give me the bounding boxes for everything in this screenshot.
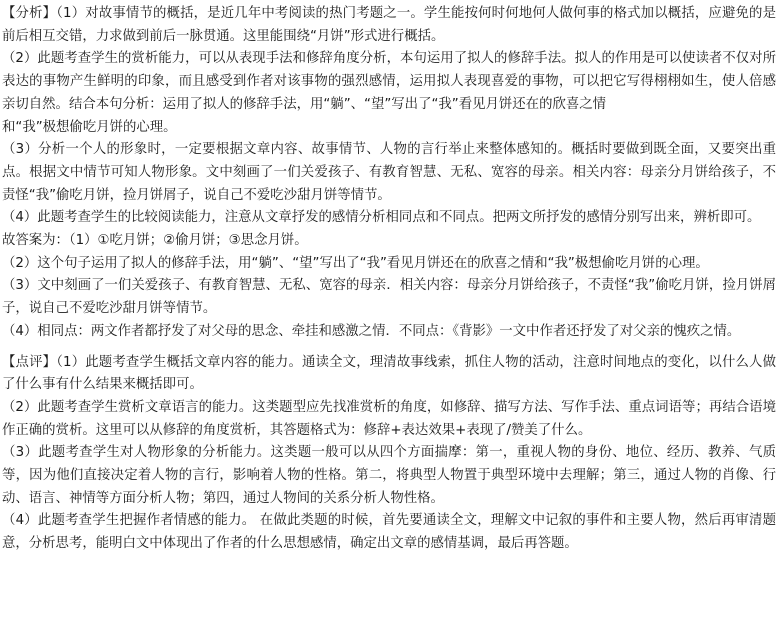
answer-section <box>2 230 776 344</box>
comment-text-1: （1）此题考查学生概括文章内容的能力。通读全文，理清故事线索，抓住人物的活动，注意时间地点的变化，以什么人做了什么事有什么结果来概括即可。 <box>2 354 776 393</box>
analysis-section <box>2 3 776 230</box>
analysis-paragraph-2-continued: 和“我”极想偷吃月饼的心理。 <box>2 119 177 135</box>
answer-paragraph-4: （4）相同点：两文作者都抒发了对父母的思念、牵挂和感激之情．不同点：《背影》一文中作者还抒发了对父亲的愧疚之情。 <box>2 323 741 339</box>
comment-paragraph-1 <box>2 352 776 397</box>
analysis-paragraph-3: （3）分析一个人的形象时，一定要根据文章内容、故事情节、人物的言行举止来整体感知的。概括时要做到既全面，又要突出重点。根据文中情节可知人物形象。文中刻画了一们关爱孩子、有教育智慧、无私、宽容的母亲。相关内容：母亲分月饼给孩子，不责怪“我”偷吃月饼，捡月饼屑子，说自己不爱吃沙甜月饼等情节。 <box>2 142 776 203</box>
analysis-tag: 【分析】 <box>2 6 57 21</box>
comment-paragraph-4: （4）此题考查学生把握作者情感的能力。 在做此类题的时候，首先要通读全文，理解文中记叙的事件和主要人物，然后再审清题意，分析思考，能明白文中体现出了作者的什么思想感情，确定出文章的感情基调，最后再答题。 <box>2 513 776 552</box>
answer-paragraph-3: （3）文中刻画了一们关爱孩子、有教育智慧、无私、宽容的母亲．相关内容：母亲分月饼给孩子，不责怪“我”偷吃月饼，捡月饼屑子，说自己不爱吃沙甜月饼等情节。 <box>2 278 776 317</box>
comment-paragraph-3: （3）此题考查学生对人物形象的分析能力。这类题一般可以从四个方面揣摩：第一，重视人物的身份、地位、经历、教养、气质等，因为他们直接决定着人物的言行，影响着人物的性格。第二，将典型人物置于典型环境中去理解；第三，通过人物的肖像、行动、语言、神情等方面分析人物；第四，通过人物间的关系分析人物性格。 <box>2 445 776 506</box>
analysis-paragraph-4: （4）此题考查学生的比较阅读能力，注意从文章抒发的感情分析相同点和不同点。把两文所抒发的感情分别写出来，辨析即可。 <box>2 210 761 226</box>
analysis-text-1: （1）对故事情节的概括，是近几年中考阅读的热门考题之一。学生能按何时何地何人做何事的格式加以概括，应避免的是前后相互交错，力求做到前后一脉贯通。这里能围绕“月饼”形式进行概括。 <box>2 6 776 44</box>
analysis-paragraph-1 <box>2 3 776 48</box>
comment-section <box>2 352 776 556</box>
analysis-paragraph-2: （2）此题考查学生的赏析能力，可以从表现手法和修辞角度分析，本句运用了拟人的修辞手法。拟人的作用是可以使读者不仅对所表达的事物产生鲜明的印象，而且感受到作者对该事物的强烈感情，运用拟人表现喜爱的事物，可以把它写得栩栩如生，使人倍感亲切自然。结合本句分析：运用了拟人的修辞手法，用“躺”、“望”写出了“我”看见月饼还在的欣喜之情 <box>2 51 776 112</box>
answer-paragraph-2: （2）这个句子运用了拟人的修辞手法，用“躺”、“望”写出了“我”看见月饼还在的欣喜之情和“我”极想偷吃月饼的心理。 <box>2 255 709 271</box>
section-spacer <box>2 344 776 352</box>
answer-paragraph-1: 故答案为：（1）①吃月饼；②偷月饼；③思念月饼。 <box>2 233 308 249</box>
comment-paragraph-2: （2）此题考查学生赏析文章语言的能力。这类题型应先找准赏析的角度，如修辞、描写方法、写作手法、重点词语等；再结合语境作正确的赏析。这里可以从修辞的角度赏析，其答题格式为：修辞+表达效果+表现了/赞美了什么。 <box>2 399 776 438</box>
comment-tag: 【点评】 <box>2 354 57 370</box>
